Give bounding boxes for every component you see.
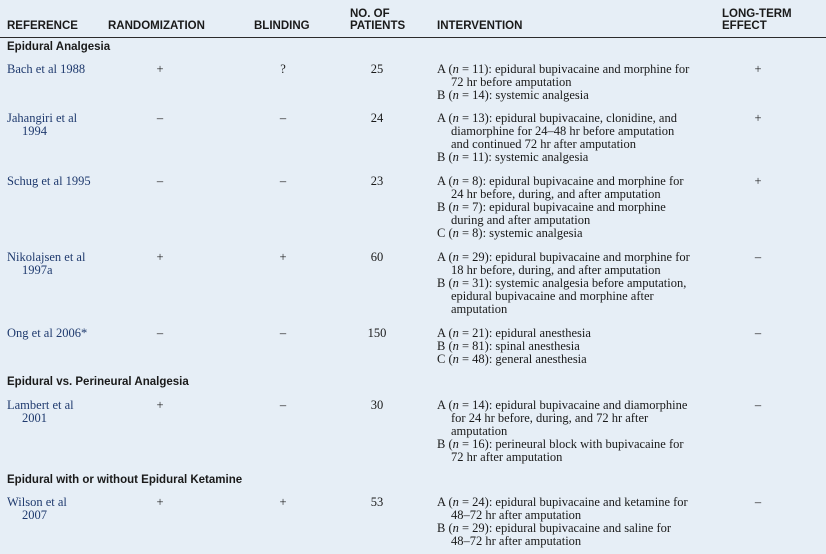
long-term-cell: – bbox=[754, 495, 762, 509]
col-intervention: INTERVENTION bbox=[437, 20, 523, 32]
reference-cell bbox=[7, 496, 117, 522]
reference-line: Lambert et al bbox=[7, 398, 74, 412]
reference-cell bbox=[7, 175, 117, 188]
reference-line: 1994 bbox=[22, 124, 47, 138]
section-epidural-vs-perineural: Epidural vs. Perineural Analgesia bbox=[7, 376, 189, 388]
reference-cell bbox=[7, 112, 117, 138]
blinding-cell: + bbox=[279, 495, 287, 509]
long-term-cell: + bbox=[754, 62, 762, 76]
intervention-cell: A (n = 11): epidural bupivacaine and morphine for 72 hr before amputation B (n = 14): systemic analgesia bbox=[437, 62, 690, 102]
intervention-cell: A (n = 13): epidural bupivacaine, clonidine, and diamorphine for 24–48 hr before amputation and continued 72 hr after amputation B (n = 11): systemic analgesia bbox=[437, 111, 677, 164]
col-blinding: BLINDING bbox=[254, 20, 310, 32]
long-term-cell: – bbox=[754, 250, 762, 264]
randomization-cell: – bbox=[156, 174, 164, 188]
reference-line: Nikolajsen et al bbox=[7, 250, 86, 264]
reference-line: 2007 bbox=[22, 508, 47, 522]
long-term-cell: + bbox=[754, 111, 762, 125]
section-epidural-ketamine: Epidural with or without Epidural Ketamine bbox=[7, 474, 243, 486]
blinding-cell: – bbox=[279, 174, 287, 188]
col-long-term-line2: EFFECT bbox=[722, 20, 767, 32]
randomization-cell: – bbox=[156, 326, 164, 340]
col-patients-line2: PATIENTS bbox=[350, 20, 406, 32]
patients-cell: 53 bbox=[370, 495, 384, 509]
blinding-cell: – bbox=[279, 398, 287, 412]
patients-cell: 60 bbox=[370, 250, 384, 264]
randomization-cell: + bbox=[156, 250, 164, 264]
blinding-cell: – bbox=[279, 111, 287, 125]
long-term-cell: – bbox=[754, 326, 762, 340]
reference-line: Ong et al 2006* bbox=[7, 326, 88, 340]
col-randomization: RANDOMIZATION bbox=[108, 20, 205, 32]
patients-cell: 30 bbox=[370, 398, 384, 412]
intervention-cell: A (n = 29): epidural bupivacaine and morphine for 18 hr before, during, and after amputation B (n = 31): systemic analgesia before amputation, epidural bupivacaine and morphine after amputation bbox=[437, 250, 690, 316]
reference-cell bbox=[7, 63, 117, 76]
col-patients-line1: NO. OF bbox=[350, 8, 390, 20]
patients-cell: 25 bbox=[370, 62, 384, 76]
randomization-cell: + bbox=[156, 398, 164, 412]
randomization-cell: – bbox=[156, 111, 164, 125]
randomization-cell: + bbox=[156, 62, 164, 76]
patients-cell: 23 bbox=[370, 174, 384, 188]
blinding-cell: ? bbox=[280, 62, 286, 76]
long-term-cell: – bbox=[754, 398, 762, 412]
intervention-cell: A (n = 8): epidural bupivacaine and morphine for 24 hr before, during, and after amputation B (n = 7): epidural bupivacaine and morphine during and after amputation C (n = 8): systemic analgesia bbox=[437, 174, 684, 240]
reference-cell bbox=[7, 399, 117, 425]
header-rule bbox=[0, 37, 826, 38]
intervention-cell: A (n = 21): epidural anesthesia B (n = 81): spinal anesthesia C (n = 48): general anesthesia bbox=[437, 326, 591, 366]
blinding-cell: – bbox=[279, 326, 287, 340]
reference-cell bbox=[7, 251, 117, 277]
randomization-cell: + bbox=[156, 495, 164, 509]
intervention-cell: A (n = 24): epidural bupivacaine and ketamine for 48–72 hr after amputation B (n = 29): epidural bupivacaine and saline for 48–72 hr after amputation bbox=[437, 495, 688, 548]
blinding-cell: + bbox=[279, 250, 287, 264]
patients-cell: 150 bbox=[367, 326, 387, 340]
reference-line: Schug et al 1995 bbox=[7, 174, 91, 188]
col-reference: REFERENCE bbox=[7, 20, 78, 32]
long-term-cell: + bbox=[754, 174, 762, 188]
reference-line: Jahangiri et al bbox=[7, 111, 78, 125]
reference-line: 1997a bbox=[22, 263, 53, 277]
intervention-cell: A (n = 14): epidural bupivacaine and diamorphine for 24 hr before, during, and 72 hr after amputation B (n = 16): perineural block with bupivacaine for 72 hr after amputation bbox=[437, 398, 688, 464]
reference-line: Bach et al 1988 bbox=[7, 62, 86, 76]
section-epidural-analgesia: Epidural Analgesia bbox=[7, 41, 111, 53]
col-long-term-line1: LONG-TERM bbox=[722, 8, 792, 20]
table-header bbox=[0, 0, 826, 38]
patients-cell: 24 bbox=[370, 111, 384, 125]
reference-line: 2001 bbox=[22, 411, 47, 425]
reference-line: Wilson et al bbox=[7, 495, 67, 509]
reference-cell bbox=[7, 327, 117, 340]
